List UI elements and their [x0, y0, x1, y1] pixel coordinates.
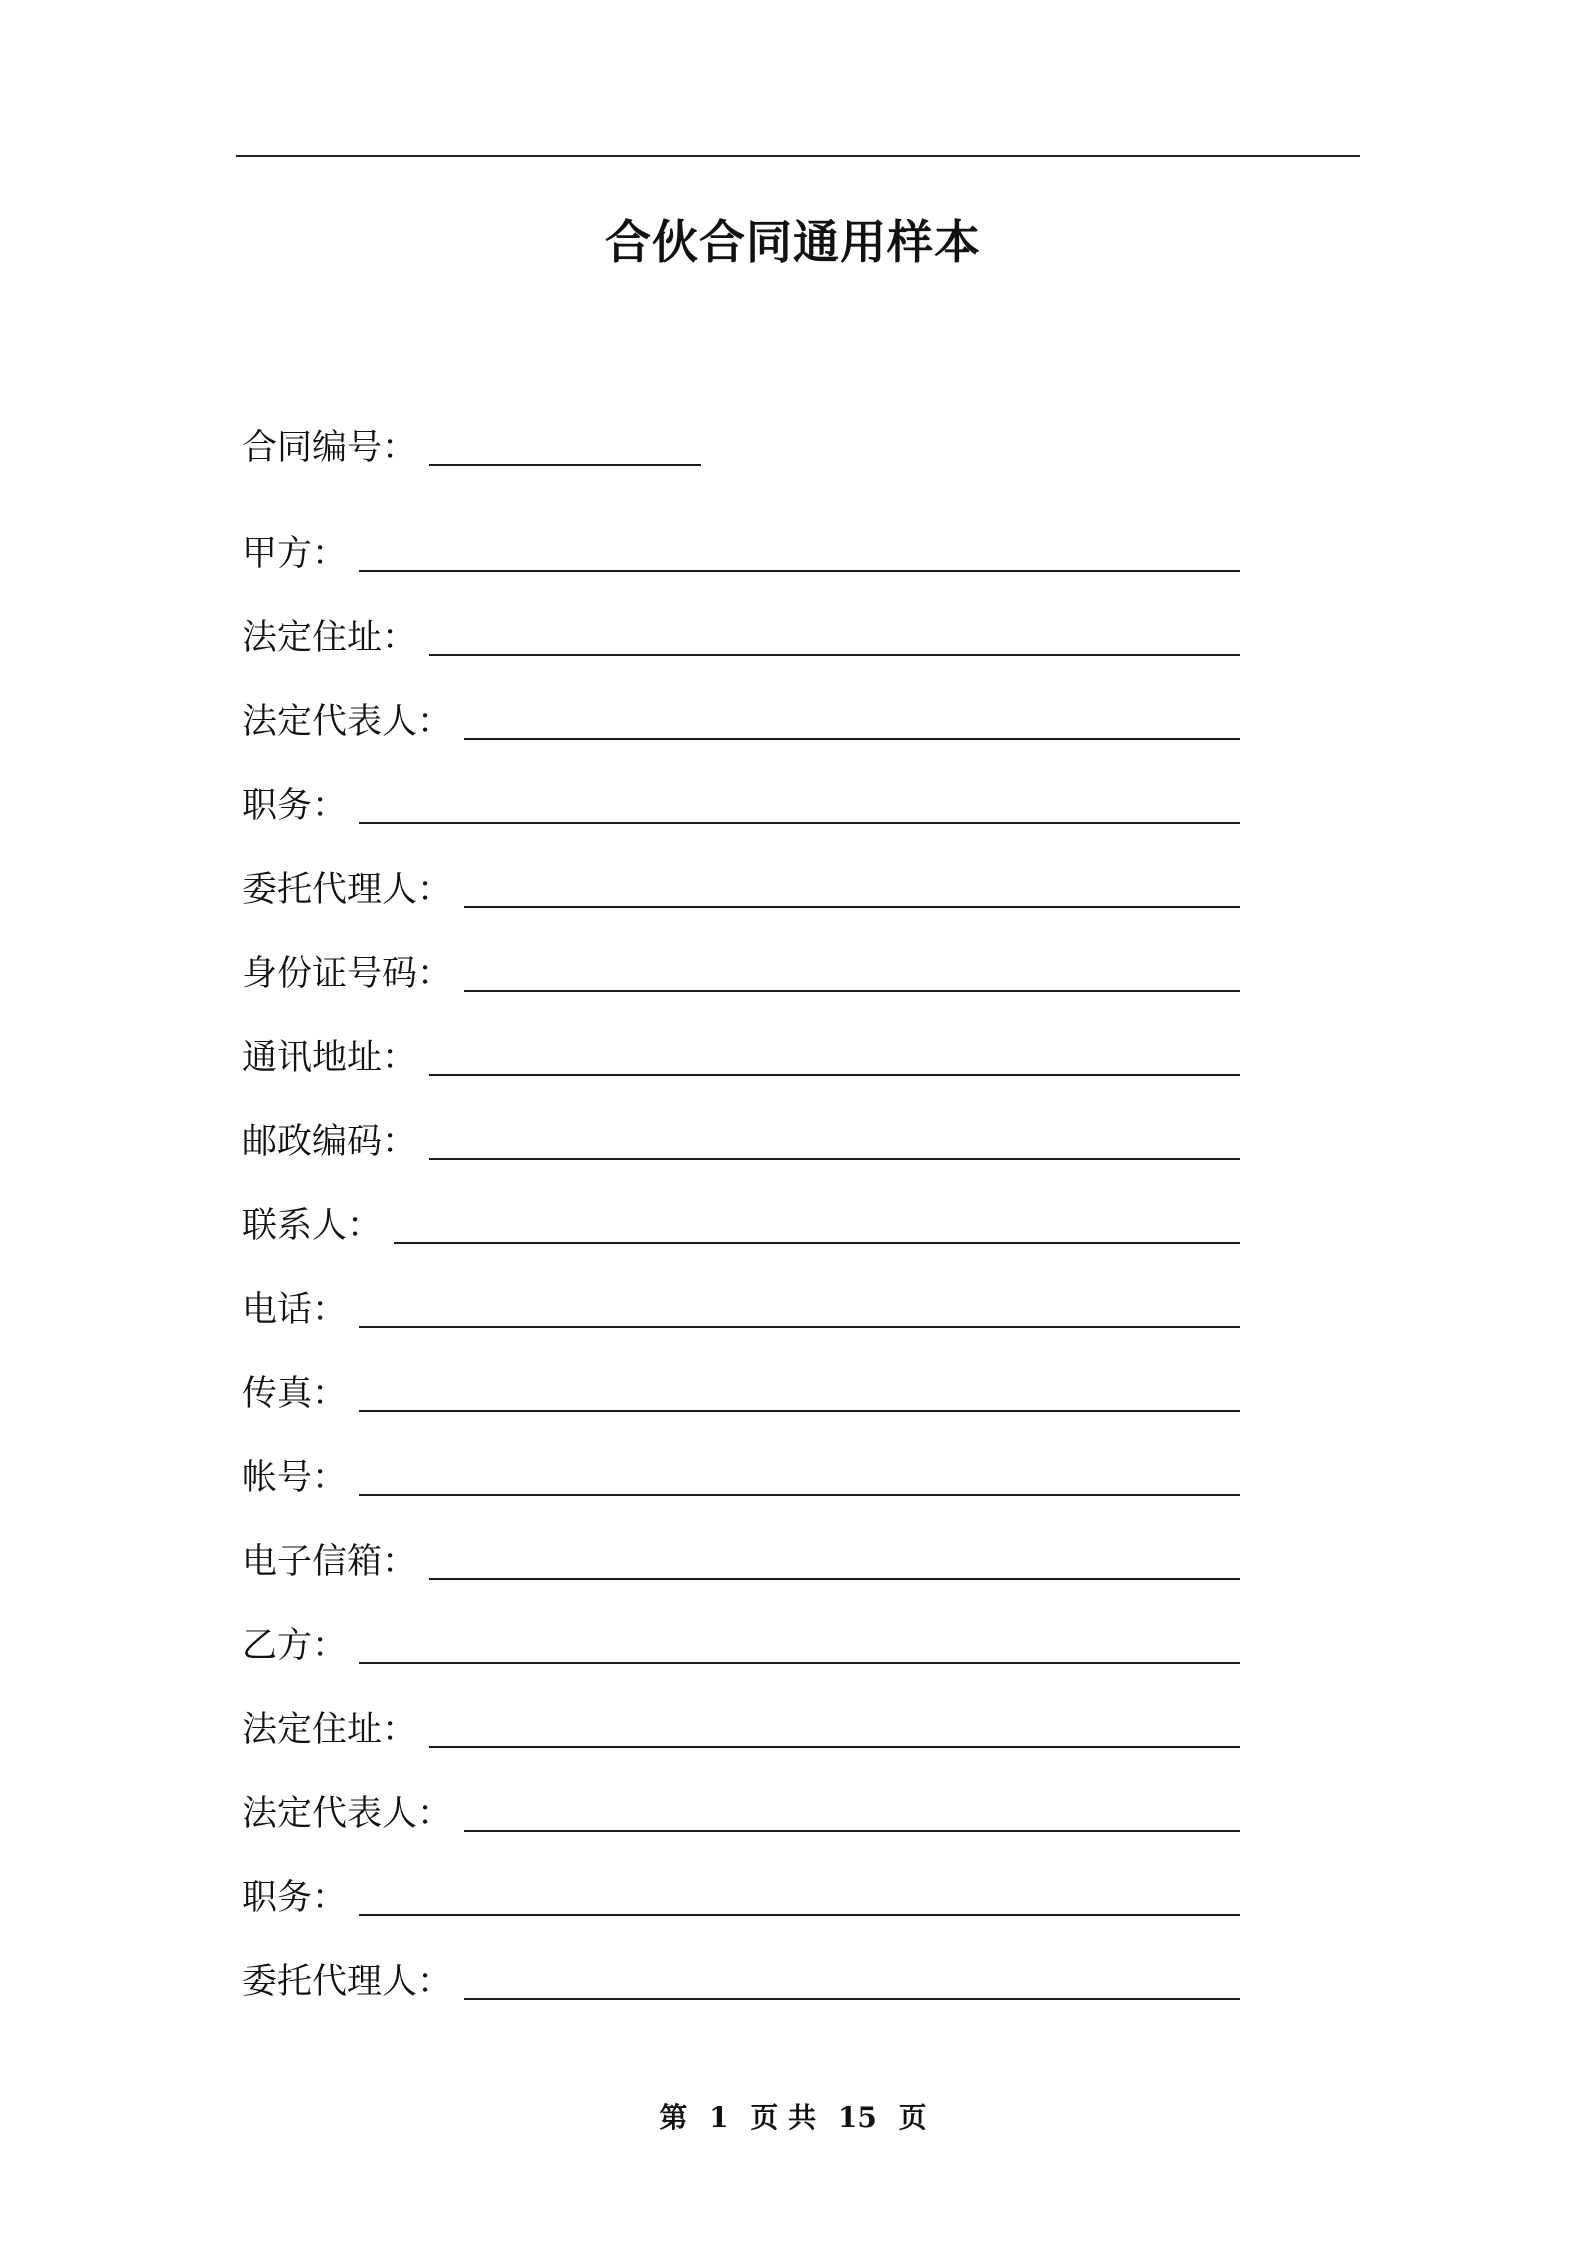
- field-blank[interactable]: [429, 1578, 1240, 1580]
- field-label: 合同编号：: [242, 428, 418, 468]
- field-blank[interactable]: [359, 1662, 1240, 1664]
- field-blank[interactable]: [429, 654, 1240, 656]
- footer-suffix: 页: [898, 2101, 927, 2134]
- field-blank[interactable]: [429, 1074, 1240, 1076]
- field-row: [242, 916, 1262, 1000]
- field-blank[interactable]: [359, 1494, 1240, 1496]
- current-page-number: 1: [709, 2101, 729, 2134]
- field-label: 帐号：: [242, 1458, 348, 1498]
- page-footer: [0, 2100, 1586, 2136]
- field-row: [242, 496, 1262, 580]
- field-blank[interactable]: [464, 1998, 1240, 2000]
- field-label: 委托代理人：: [242, 1962, 453, 2002]
- field-label: 乙方：: [242, 1626, 348, 1666]
- field-blank[interactable]: [359, 570, 1240, 572]
- field-blank[interactable]: [429, 1746, 1240, 1748]
- total-page-count: 15: [837, 2101, 877, 2134]
- field-row: [242, 1840, 1262, 1924]
- field-label: 法定住址：: [242, 1710, 418, 1750]
- footer-prefix: 第: [659, 2101, 688, 2134]
- field-row: [242, 1756, 1262, 1840]
- field-blank[interactable]: [464, 906, 1240, 908]
- footer-middle: 页 共: [750, 2101, 817, 2134]
- field-blank[interactable]: [359, 1410, 1240, 1412]
- field-row: [242, 1504, 1262, 1588]
- field-blank[interactable]: [429, 464, 701, 466]
- field-row: [242, 1336, 1262, 1420]
- field-blank[interactable]: [394, 1242, 1240, 1244]
- field-blank[interactable]: [359, 1914, 1240, 1916]
- field-label: 法定代表人：: [242, 702, 453, 742]
- field-row: [242, 1672, 1262, 1756]
- header-rule: [236, 155, 1360, 157]
- field-row: [242, 1084, 1262, 1168]
- field-label: 电话：: [242, 1290, 348, 1330]
- field-row: [242, 1588, 1262, 1672]
- field-blank[interactable]: [464, 990, 1240, 992]
- field-blank[interactable]: [429, 1158, 1240, 1160]
- field-row: [242, 832, 1262, 916]
- field-label: 邮政编码：: [242, 1122, 418, 1162]
- field-blank[interactable]: [464, 738, 1240, 740]
- field-label: 传真：: [242, 1374, 348, 1414]
- field-label: 委托代理人：: [242, 870, 453, 910]
- field-row: [242, 1000, 1262, 1084]
- field-row: [242, 580, 1262, 664]
- field-label: 身份证号码：: [242, 954, 453, 994]
- field-label: 职务：: [242, 1878, 348, 1918]
- field-label: 甲方：: [242, 534, 348, 574]
- field-label: 职务：: [242, 786, 348, 826]
- field-row: [242, 1924, 1262, 2008]
- field-row: [242, 1168, 1262, 1252]
- field-row: [242, 1252, 1262, 1336]
- contract-form: [242, 410, 1262, 2008]
- document-title: 合伙合同通用样本: [605, 215, 981, 269]
- field-blank[interactable]: [464, 1830, 1240, 1832]
- field-label: 法定代表人：: [242, 1794, 453, 1834]
- field-row: [242, 664, 1262, 748]
- field-row: [242, 410, 1262, 474]
- field-blank[interactable]: [359, 1326, 1240, 1328]
- field-row: [242, 748, 1262, 832]
- field-label: 法定住址：: [242, 618, 418, 658]
- field-label: 联系人：: [242, 1206, 383, 1246]
- field-label: 电子信箱：: [242, 1542, 418, 1582]
- field-row: [242, 1420, 1262, 1504]
- field-label: 通讯地址：: [242, 1038, 418, 1078]
- field-blank[interactable]: [359, 822, 1240, 824]
